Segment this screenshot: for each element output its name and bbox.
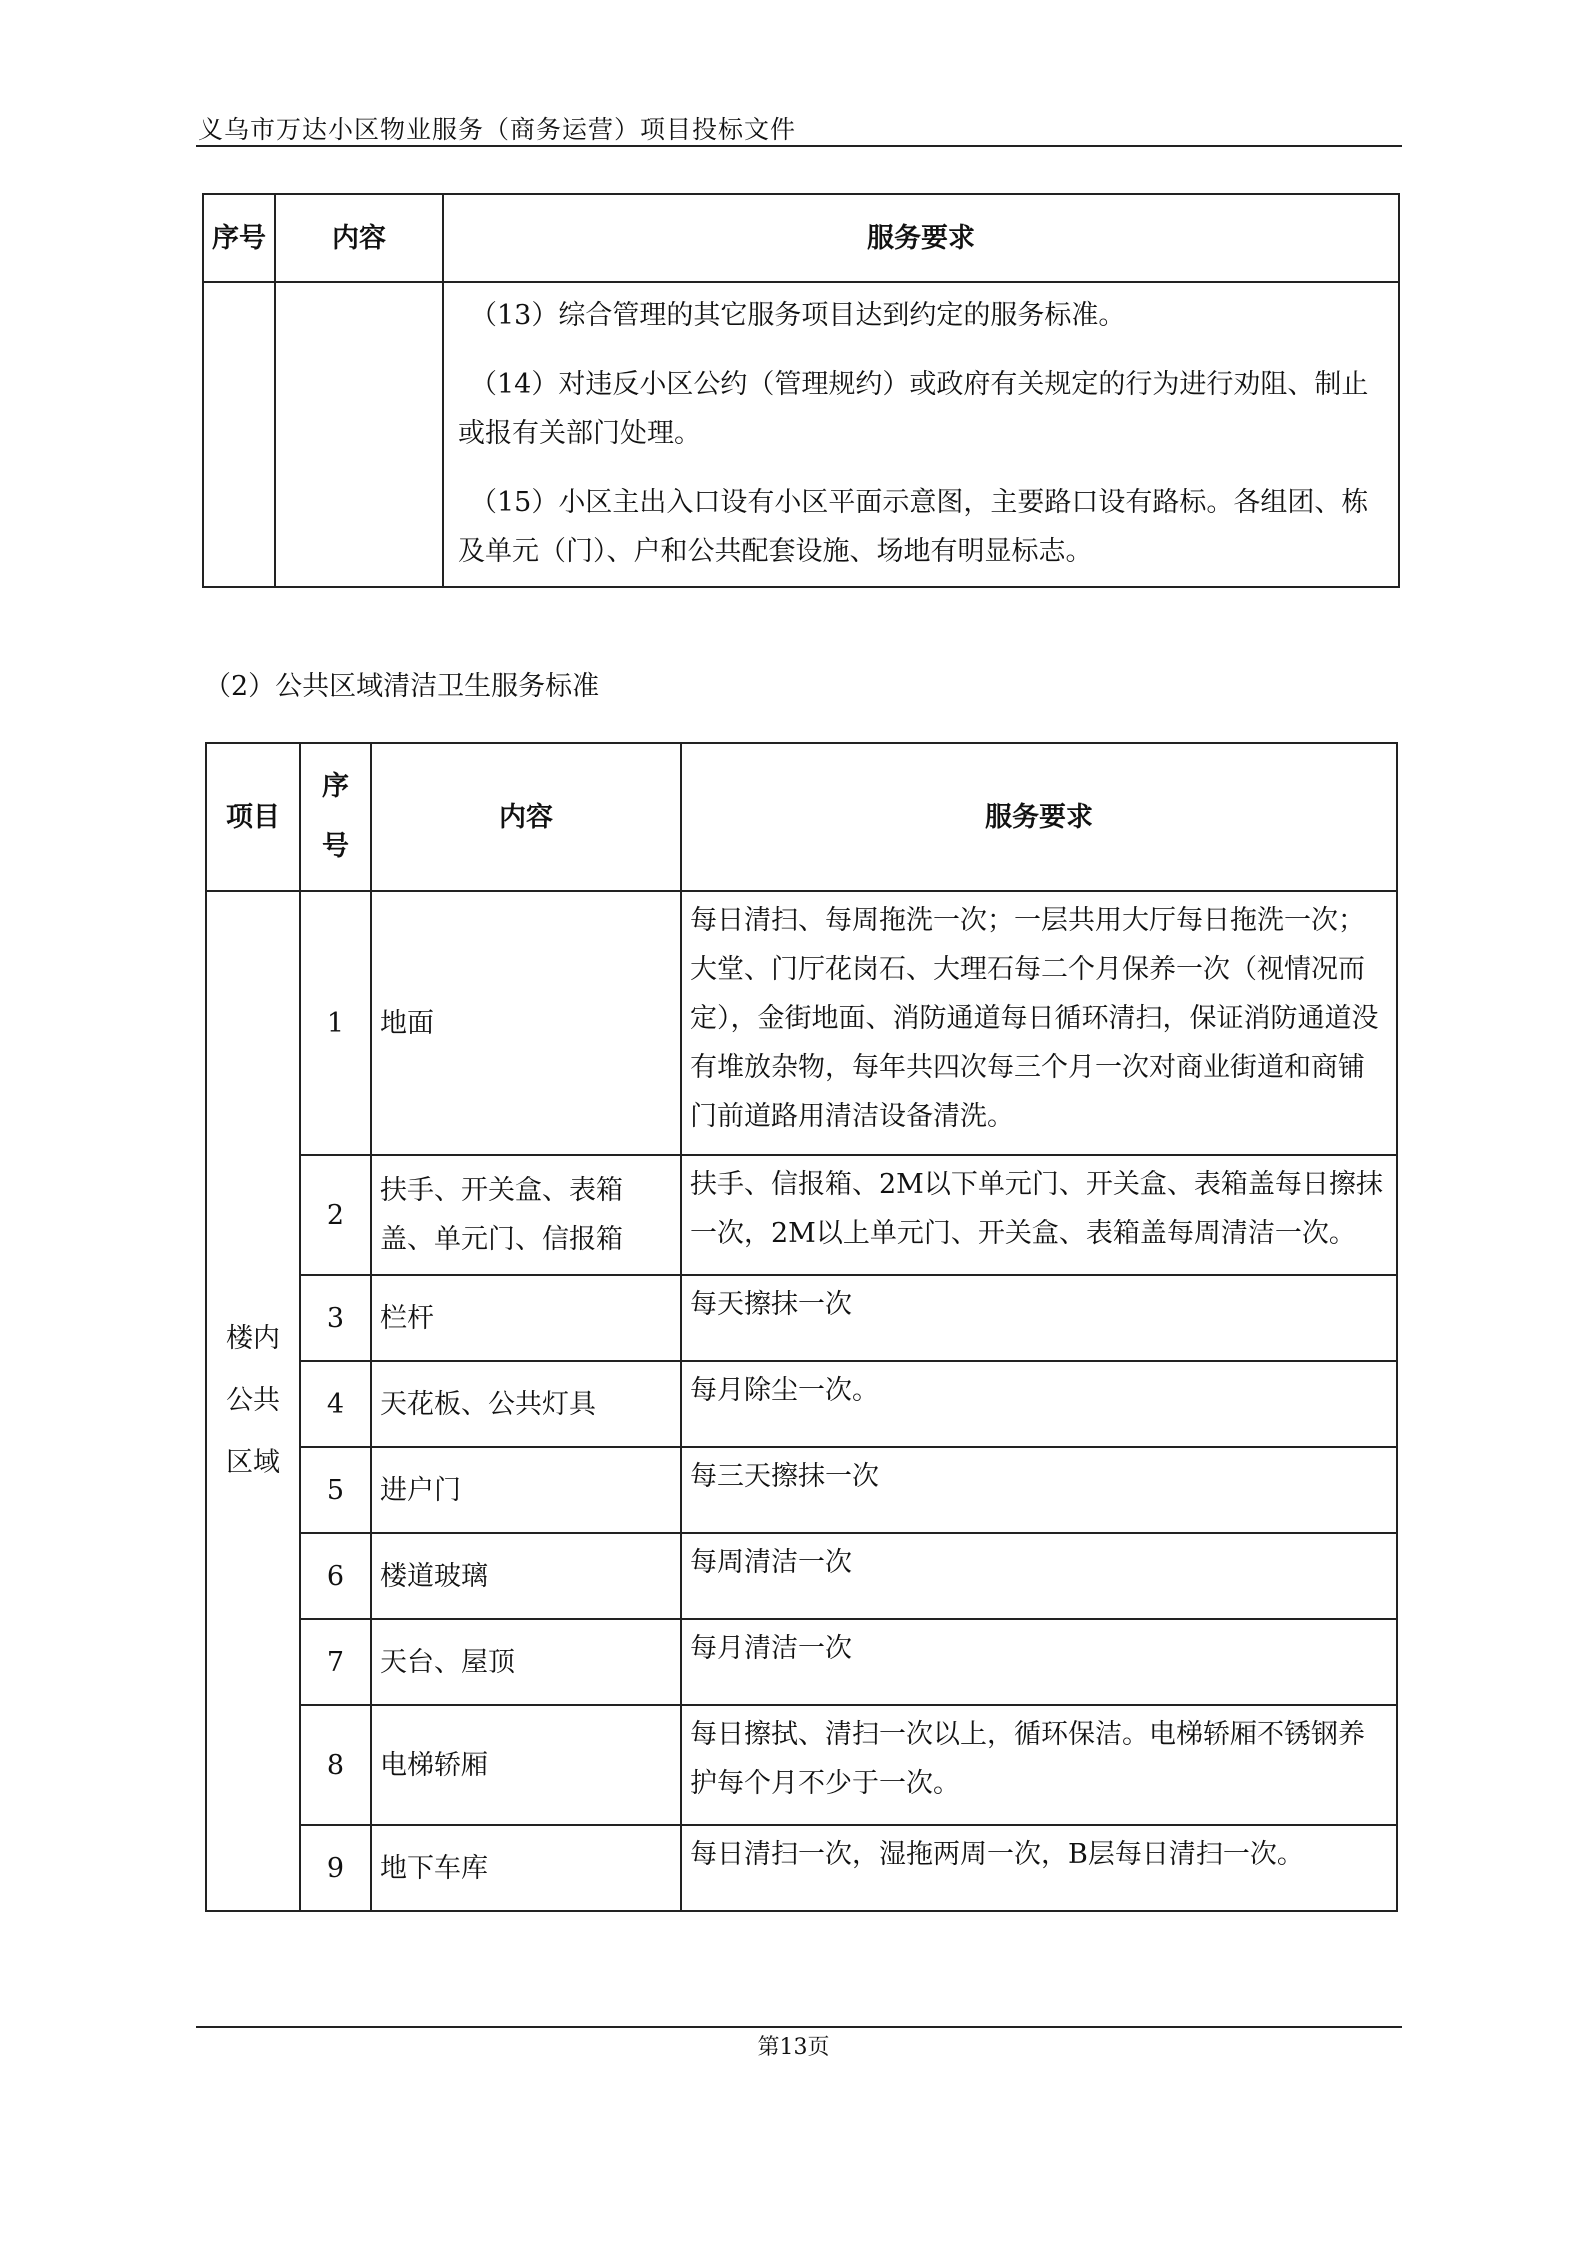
column-header-content: 内容 [371, 743, 681, 891]
column-header-seq [300, 743, 371, 891]
footer-divider [196, 2026, 1402, 2028]
content-cell: 楼道玻璃 [371, 1533, 681, 1619]
content-cell: 天台、屋顶 [371, 1619, 681, 1705]
column-header-seq: 序号 [203, 194, 275, 282]
seq-cell: 4 [300, 1361, 371, 1447]
requirements-cell: 每月清洁一次 [681, 1619, 1397, 1705]
content-cell: 地面 [371, 891, 681, 1155]
column-header-content: 内容 [275, 194, 443, 282]
document-header-title: 义乌市万达小区物业服务（商务运营）项目投标文件 [198, 115, 797, 144]
seq-cell: 5 [300, 1447, 371, 1533]
requirements-cell: 每周清洁一次 [681, 1533, 1397, 1619]
category-line1: 楼内 [226, 1323, 280, 1354]
seq-cell: 2 [300, 1155, 371, 1275]
management-standards-table [202, 193, 1400, 588]
content-cell: 电梯轿厢 [371, 1705, 681, 1825]
seq-cell: 9 [300, 1825, 371, 1911]
requirements-cell: 每月除尘一次。 [681, 1361, 1397, 1447]
requirement-item-15: （15）小区主出入口设有小区平面示意图，主要路口设有路标。各组团、栋及单元（门）、户和公共配套设施、场地有明显标志。 [458, 487, 1369, 567]
table-header-row [203, 194, 1399, 282]
category-line2: 公共 [226, 1385, 280, 1416]
seq-cell: 7 [300, 1619, 371, 1705]
header-divider [196, 145, 1402, 147]
content-cell: 天花板、公共灯具 [371, 1361, 681, 1447]
content-cell: 扶手、开关盒、表箱盖、单元门、信报箱 [371, 1155, 681, 1275]
seq-cell: 1 [300, 891, 371, 1155]
table-row [206, 1619, 1397, 1705]
column-header-item: 项目 [206, 743, 300, 891]
requirements-cell [443, 282, 1399, 587]
section-title: （2）公共区域清洁卫生服务标准 [204, 671, 600, 702]
requirements-cell: 每天擦抹一次 [681, 1275, 1397, 1361]
requirements-cell: 每日擦拭、清扫一次以上，循环保洁。电梯轿厢不锈钢养护每个月不少于一次。 [681, 1705, 1397, 1825]
content-cell: 地下车库 [371, 1825, 681, 1911]
seq-cell: 3 [300, 1275, 371, 1361]
requirements-cell: 每日清扫、每周拖洗一次；一层共用大厅每日拖洗一次；大堂、门厅花岗石、大理石每二个月保养一次（视情况而定），金街地面、消防通道每日循环清扫，保证消防通道没有堆放杂物，每年共四次每三个月一次对商业街道和商铺门前道路用清洁设备清洗。 [681, 891, 1397, 1155]
seq-cell [203, 282, 275, 587]
seq-header-line1: 序 [322, 771, 349, 802]
table-row [206, 1155, 1397, 1275]
category-cell [206, 891, 300, 1911]
cleaning-standards-table [205, 742, 1398, 1912]
table-row [206, 1361, 1397, 1447]
requirement-item-14: （14）对违反小区公约（管理规约）或政府有关规定的行为进行劝阻、制止或报有关部门处理。 [458, 369, 1369, 449]
page-number: 第13页 [757, 2035, 830, 2060]
column-header-requirements: 服务要求 [681, 743, 1397, 891]
requirements-cell: 每日清扫一次，湿拖两周一次，B层每日清扫一次。 [681, 1825, 1397, 1911]
category-line3: 区域 [226, 1447, 280, 1478]
requirements-cell: 每三天擦抹一次 [681, 1447, 1397, 1533]
table-header-row [206, 743, 1397, 891]
table-row [206, 891, 1397, 1155]
table-row [206, 1825, 1397, 1911]
content-cell [275, 282, 443, 587]
requirement-item-13: （13）综合管理的其它服务项目达到约定的服务标准。 [470, 300, 1126, 331]
column-header-requirements: 服务要求 [443, 194, 1399, 282]
requirements-cell: 扶手、信报箱、2M以下单元门、开关盒、表箱盖每日擦抹一次，2M以上单元门、开关盒、表箱盖每周清洁一次。 [681, 1155, 1397, 1275]
content-cell: 栏杆 [371, 1275, 681, 1361]
seq-cell: 6 [300, 1533, 371, 1619]
seq-cell: 8 [300, 1705, 371, 1825]
content-cell: 进户门 [371, 1447, 681, 1533]
table-row [206, 1705, 1397, 1825]
table-row [206, 1447, 1397, 1533]
table-row [206, 1533, 1397, 1619]
table-row [206, 1275, 1397, 1361]
table-row [203, 282, 1399, 587]
seq-header-line2: 号 [322, 831, 349, 862]
